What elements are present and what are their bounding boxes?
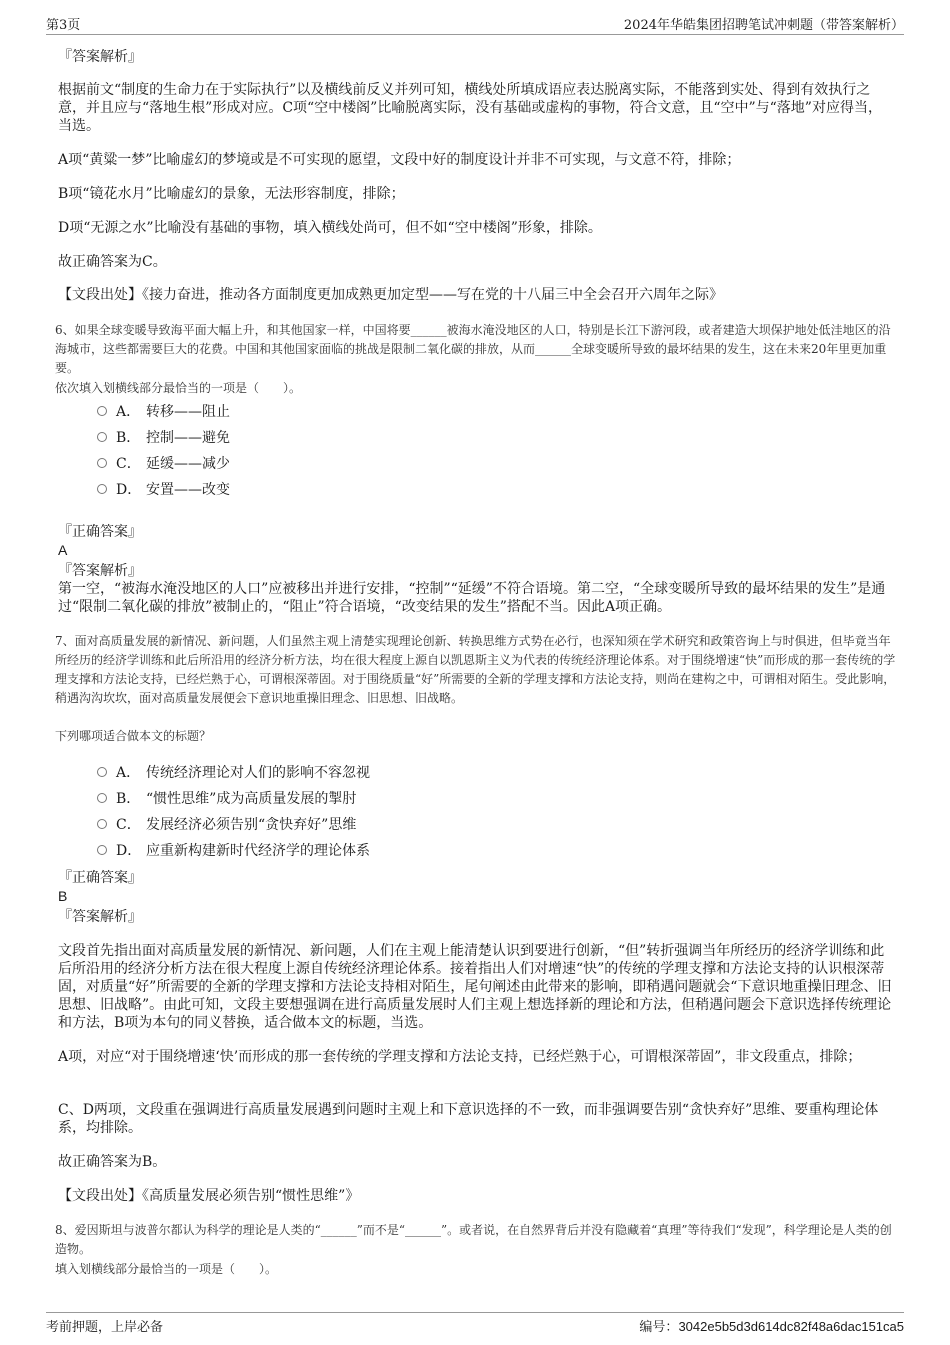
q6-analysis: 第一空，“被海水淹没地区的人口”应被移出并进行安排，“控制”“延缓”不符合语境。第二空，“全球变暖所导致的最坏结果的发生”是通过“限制二氧化碳的排放”被制止的，“阻止”符合语境，“改变结果的发生”搭配不当。因此A项正确。 bbox=[58, 581, 886, 615]
radio-icon[interactable] bbox=[97, 767, 107, 777]
page-footer bbox=[46, 1312, 904, 1335]
q7-option-d[interactable]: D． 应重新构建新时代经济学的理论体系 bbox=[97, 842, 370, 860]
q8-prompt: 填入划横线部分最恰当的一项是（ ）。 bbox=[55, 1262, 278, 1276]
radio-icon[interactable] bbox=[97, 458, 107, 468]
q5-analysis-paragraph: 根据前文“制度的生命力在于实际执行”以及横线前反义并列可知，横线处所填成语应表达脱离实际，不能落到实处、得到有效执行之意，并且应与“落地生根”形成对应。C项“空中楼阁”比喻脱离实际，没有基础或虚构的事物，符合文意，且“空中”与“落地”对应得当，当选。 bbox=[58, 82, 882, 134]
q7-source: 【文段出处】《高质量发展必须告别“惯性思维”》 bbox=[58, 1188, 360, 1204]
q6-stem: 6、如果全球变暖导致海平面大幅上升，和其他国家一样，中国将要______被海水淹没地区的人口，特别是长江下游河段，或者建造大坝保护地处低洼地区的沿海城市，这些都需要巨大的花费。中国和其他国家面临的挑战是限制二氧化碳的排放，从而______全球变暖所导致的最坏结果的发生，这在未来20年里更加重要。 bbox=[55, 323, 891, 375]
q5-option-d-note: D项“无源之水”比喻没有基础的事物，填入横线处尚可，但不如“空中楼阁”形象，排除。 bbox=[58, 220, 602, 236]
q5-option-b-note: B项“镜花水月”比喻虚幻的景象，无法形容制度，排除； bbox=[58, 186, 405, 202]
q5-analysis-heading: 『答案解析』 bbox=[58, 49, 142, 65]
radio-icon[interactable] bbox=[97, 432, 107, 442]
radio-icon[interactable] bbox=[97, 793, 107, 803]
q7-analysis-heading: 『答案解析』 bbox=[58, 909, 142, 925]
q6-option-d[interactable]: D． 安置——改变 bbox=[97, 481, 230, 499]
q6-option-c[interactable]: C． 延缓——减少 bbox=[97, 455, 230, 473]
q7-prompt: 下列哪项适合做本文的标题？ bbox=[55, 729, 212, 743]
q6-option-b[interactable]: B． 控制——避免 bbox=[97, 429, 230, 447]
radio-icon[interactable] bbox=[97, 484, 107, 494]
q5-source: 【文段出处】《接力奋进，推动各方面制度更加成熟更加定型——写在党的十八届三中全会召开六周年之际》 bbox=[58, 287, 723, 303]
radio-icon[interactable] bbox=[97, 819, 107, 829]
page-header bbox=[46, 14, 904, 35]
q7-option-a-note: A项，对应“对于围绕增速‘快’而形成的那一套传统的学理支撑和方法论支持，已经烂熟于心，可谓根深蒂固”，非文段重点，排除； bbox=[58, 1049, 862, 1065]
q6-analysis-heading: 『答案解析』 bbox=[58, 563, 142, 579]
q7-option-b[interactable]: B． “惯性思维”成为高质量发展的掣肘 bbox=[97, 790, 356, 808]
q7-answer: B bbox=[58, 888, 68, 904]
q6-prompt: 依次填入划横线部分最恰当的一项是（ ）。 bbox=[55, 381, 302, 395]
document-title: 2024年华皓集团招聘笔试冲刺题（带答案解析） bbox=[623, 18, 904, 33]
q7-option-c[interactable]: C． 发展经济必须告别“贪快弃好”思维 bbox=[97, 816, 356, 834]
q7-stem: 7、面对高质量发展的新情况、新问题，人们虽然主观上清楚实现理论创新、转换思维方式势在必行，也深知须在学术研究和政策咨询上与时俱进，但毕竟当年所经历的经济学训练和此后所沿用的经济分析方法，均在很大程度上源自以凯恩斯主义为代表的传统经济理论体系。对于围绕增速“快”而形成的那一套传统的学理支撑和方法论支持，已经烂熟于心，可谓根深蒂固。对于围绕质量“好”所需要的全新的学理支撑和方法论支持，则尚在建构之中，可谓相对陌生。受此影响，稍遇沟沟坎坎，面对高质量发展便会下意识地重操旧理念、旧思想、旧战略。 bbox=[55, 634, 896, 705]
q5-option-a-note: A项“黄粱一梦”比喻虚幻的梦境或是不可实现的愿望，文段中好的制度设计并非不可实现，与文意不符，排除； bbox=[58, 152, 741, 168]
footer-slogan: 考前押题，上岸必备 bbox=[46, 1320, 164, 1335]
document-code: 编号：3042e5b5d3d614dc82f48a6dac151ca5 bbox=[639, 1319, 904, 1335]
radio-icon[interactable] bbox=[97, 406, 107, 416]
q7-option-a[interactable]: A． 传统经济理论对人们的影响不容忽视 bbox=[97, 764, 370, 782]
q7-option-cd-note: C、D两项，文段重在强调进行高质量发展遇到问题时主观上和下意识选择的不一致，而非强调要告别“贪快弃好”思维、要重构理论体系，均排除。 bbox=[58, 1102, 879, 1136]
q6-answer: A bbox=[58, 542, 68, 558]
q7-answer-heading: 『正确答案』 bbox=[58, 870, 142, 886]
radio-icon[interactable] bbox=[97, 845, 107, 855]
q7-analysis-paragraph: 文段首先指出面对高质量发展的新情况、新问题，人们在主观上能清楚认识到要进行创新，“但”转折强调当年所经历的经济学训练和此后所沿用的经济分析方法在很大程度上源自传统经济理论体系。接着指出人们对增速“快”的传统的学理支撑和方法论支持的认识根深蒂固，对质量“好”所需要的全新的学理支撑和方法论支持相对陌生，尾句阐述由此带来的影响，即稍遇问题就会“下意识地重操旧理念、旧思想、旧战略”。由此可知，文段主要想强调在进行高质量发展时人们主观上想选择新的理论和方法，但稍遇问题会下意识选择传统理论和方法，B项为本句的同义替换，适合做本文的标题，当选。 bbox=[58, 943, 892, 1031]
page-number: 第3页 bbox=[46, 18, 81, 33]
q6-option-a[interactable]: A． 转移——阻止 bbox=[97, 403, 230, 421]
q8-stem: 8、爱因斯坦与波普尔都认为科学的理论是人类的“______”而不是“______”。或者说，在自然界背后并没有隐藏着“真理”等待我们“发现”，科学理论是人类的创造物。 bbox=[55, 1223, 892, 1256]
q7-conclusion: 故正确答案为B。 bbox=[58, 1154, 167, 1170]
q6-answer-heading: 『正确答案』 bbox=[58, 524, 142, 540]
q5-conclusion: 故正确答案为C。 bbox=[58, 254, 167, 270]
